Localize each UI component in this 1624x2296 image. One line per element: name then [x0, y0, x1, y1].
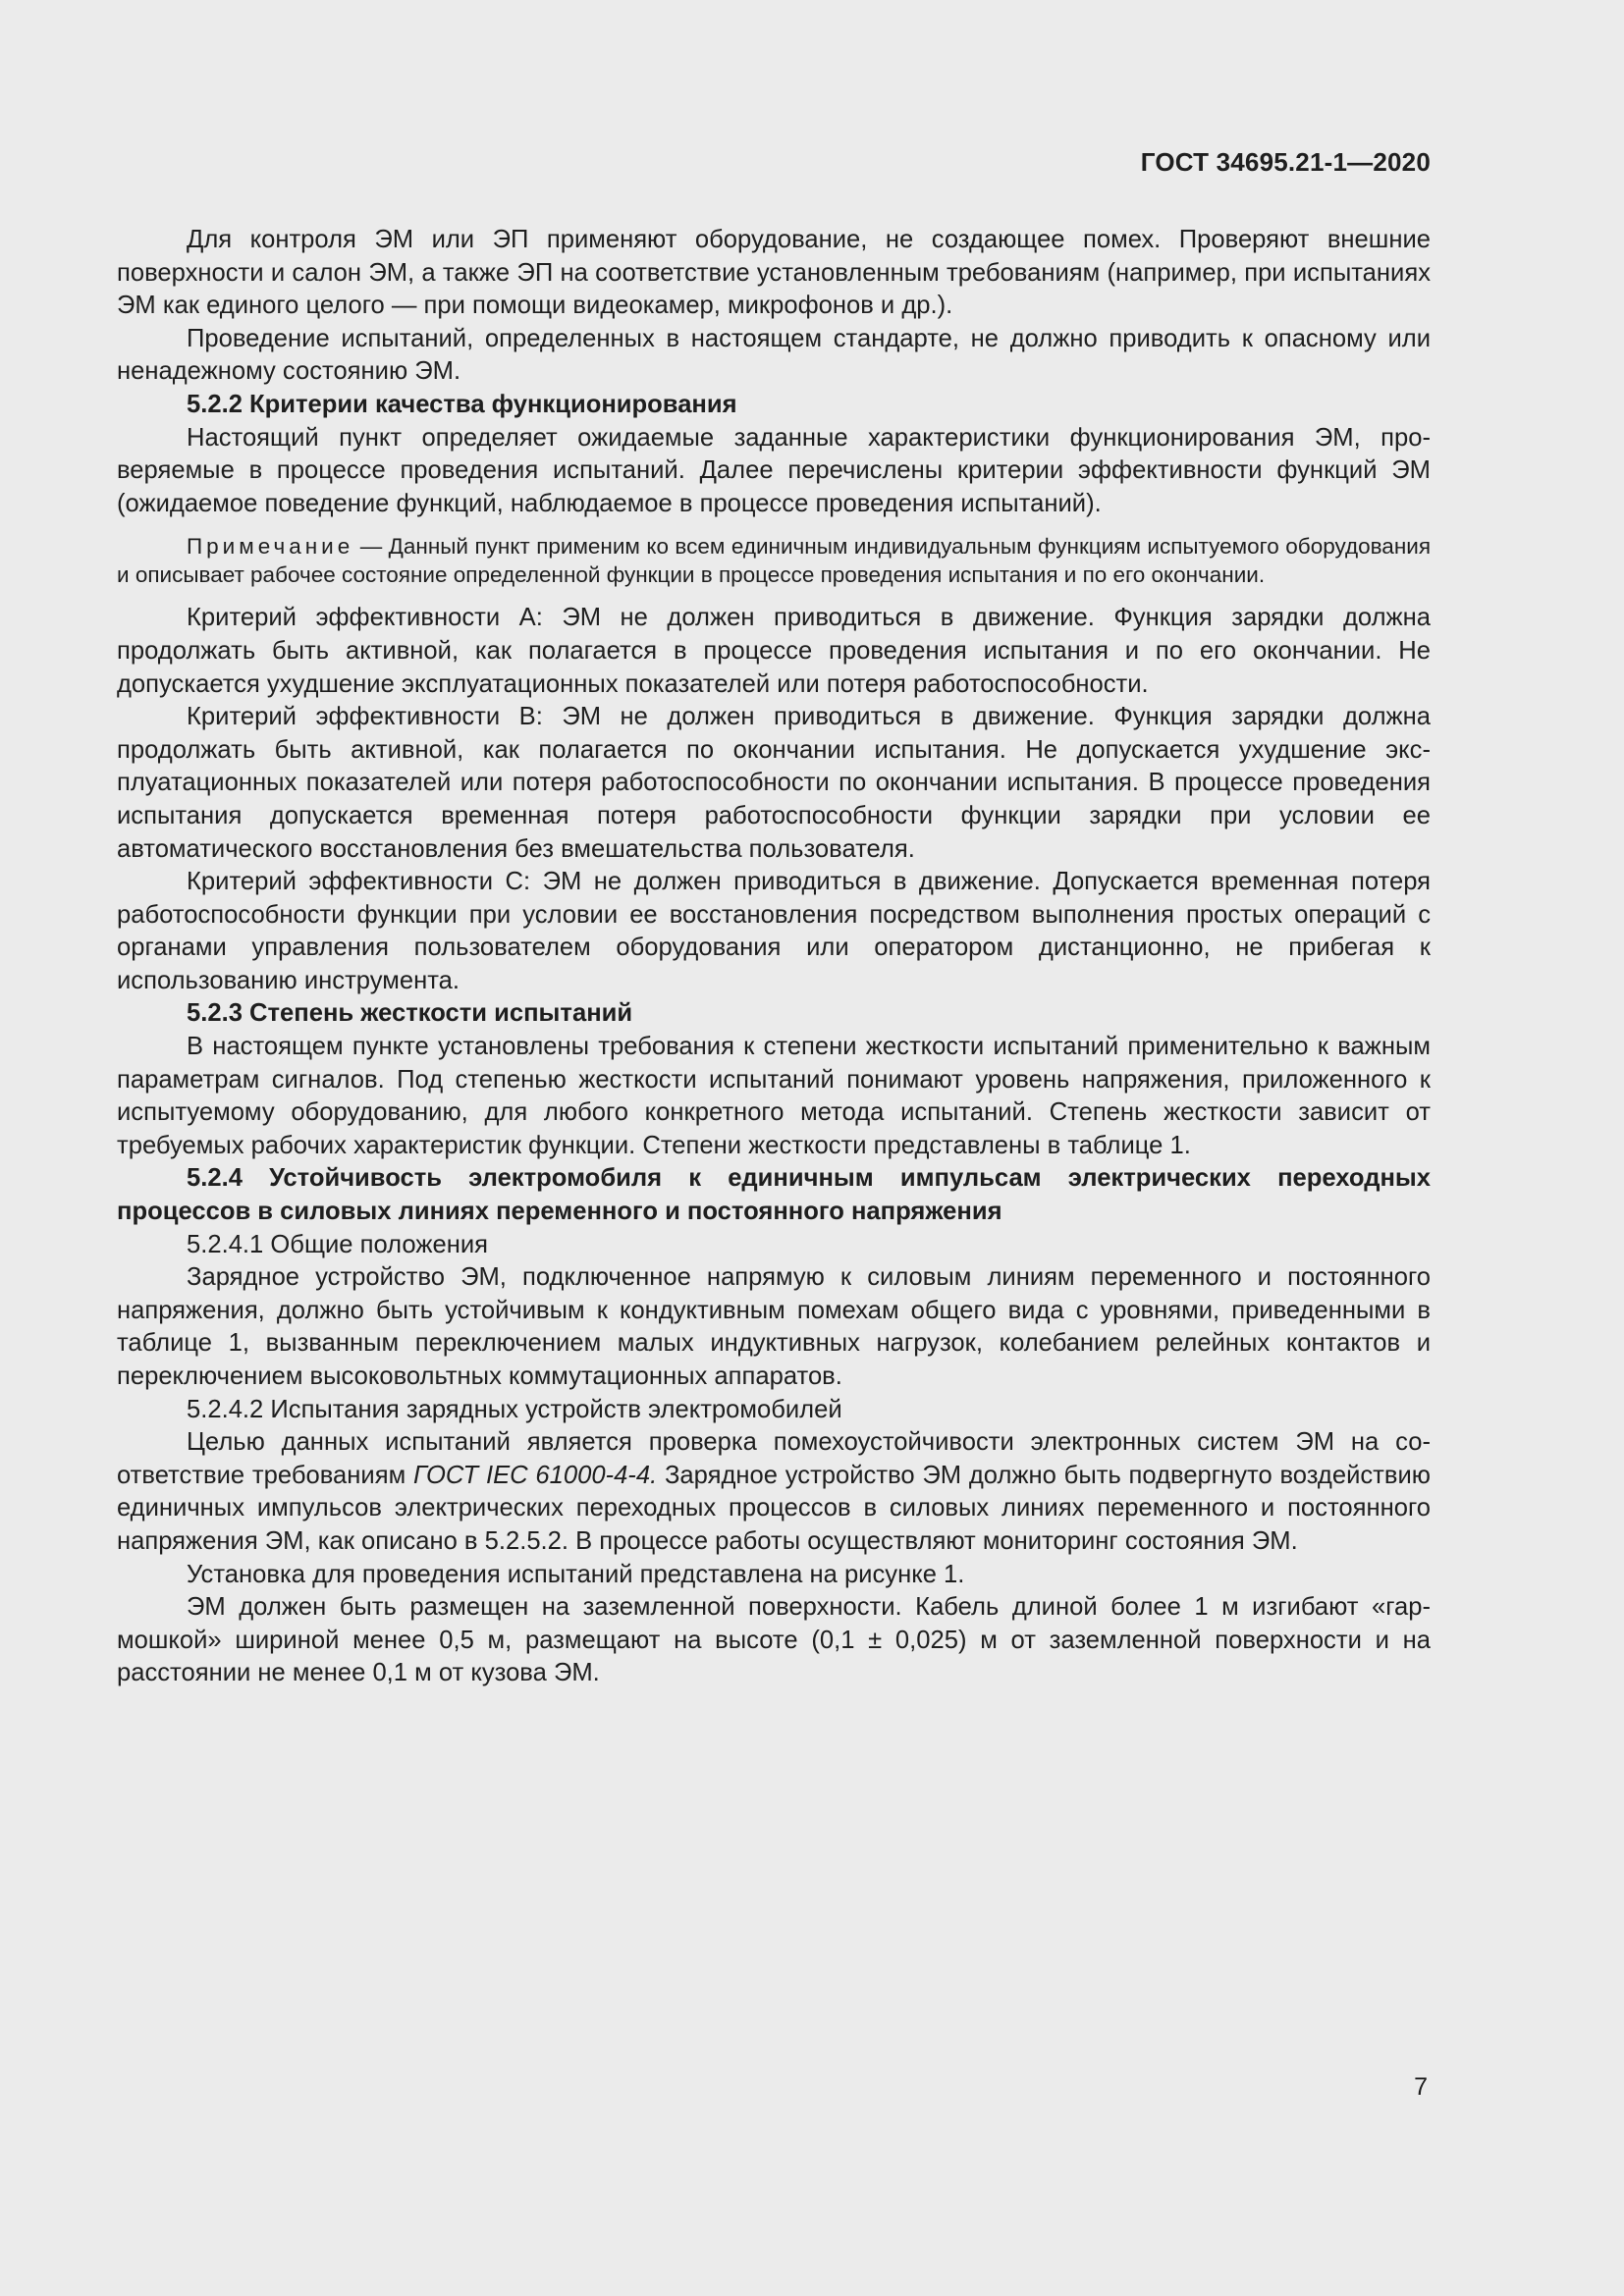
paragraph-control-equipment: Для контроля ЭМ или ЭП применяют оборудование, не создающее помех. Проверяют внешние поверхности и салон ЭМ, а также ЭП на соответствие установленным требованиям (например, при испытаниях ЭМ как единого целого — при помощи видеокамер, микрофонов и др.). [117, 226, 1431, 320]
paragraph-criterion-b: Критерий эффективности В: ЭМ не должен приводиться в движение. Функция зарядки должна продолжать быть активной, как полагается по окончании испытания. Не допускается ухудшение эксплуатационных показателей или потеря работоспособности по окончании испытания. В процессе проведения испытания допускается временная потеря работоспособности функции зарядки при условии ее автоматического восстановления без вмешательства пользователя. [117, 703, 1431, 863]
paragraph-test-setup: Установка для проведения испытаний представлена на рисунке 1. [187, 1560, 965, 1588]
standard-designation: ГОСТ 34695.21-1—2020 [1140, 147, 1431, 177]
paragraph-test-safety: Проведение испытаний, определенных в настоящем стандарте, не должно приводить к опасному или ненадежному состоянию ЭМ. [117, 324, 1431, 386]
heading-5-2-4-2: 5.2.4.2 Испытания зарядных устройств электромобилей [187, 1395, 842, 1423]
note-text: — Данный пункт применим ко всем единичным индивидуальным функциям испытуемого оборудования и описывает рабочее состояние определенной функции в процессе проведения испытания и по его окончании. [117, 534, 1431, 588]
paragraph-charger-tests [117, 1426, 1431, 1558]
page-number: 7 [1414, 2073, 1428, 2101]
heading-5-2-3: 5.2.3 Степень жесткости испытаний [187, 999, 633, 1028]
heading-5-2-2: 5.2.2 Критерии качества функционирования [187, 390, 737, 418]
paragraph-severity: В настоящем пункте установлены требования к степени жесткости испытаний применительно к важным параметрам сигналов. Под степенью жесткости испытаний понимают уровень напряжения, приложенного к испытуемому оборудованию, для любого конкретного метода испытаний. Степень жесткости зависит от требуемых рабочих характеристик функции. Степени жесткости представлены в таблице 1. [117, 1033, 1431, 1159]
paragraph-general-provisions: Зарядное устройство ЭМ, подключенное напрямую к силовым линиям переменного и постоянного напряжения, должно быть устойчивым к кондуктивным помехам общего вида с уровнями, приведенными в таблице 1, вызванным переключением малых индуктивных нагрузок, колебанием релейных контактов и переключением высоковольтных коммутационных аппаратов. [117, 1263, 1431, 1390]
paragraph-criterion-c: Критерий эффективности С: ЭМ не должен приводиться в движение. Допускается временная потеря работоспособности функции при условии ее восстановления посредством выполнения простых операций с органами управления пользователем оборудования или оператором дистанционно, не прибегая к использованию инструмента. [117, 868, 1431, 994]
note-label: Примечание [187, 534, 354, 560]
paragraph-charger-tests-part1: Целью данных испытаний является проверка помехоустойчивости электронных систем ЭМ на соответствие требованиям [117, 1428, 1431, 1489]
paragraph-performance-intro: Настоящий пункт определяет ожидаемые заданные характеристики функционирования ЭМ, проверяемые в процессе проведения испытаний. Далее перечислены критерии эффективности функций ЭМ (ожидаемое поведение функций, наблюдаемое в процессе проведения испытаний). [117, 423, 1431, 517]
document-body [117, 224, 1431, 1690]
standard-reference: ГОСТ IEC 61000-4-4. [412, 1461, 658, 1489]
note [117, 532, 1431, 589]
paragraph-criterion-a: Критерий эффективности А: ЭМ не должен приводиться в движение. Функция зарядки должна продолжать быть активной, как полагается в процессе проведения испытания и по его окончании. Не допускается ухудшение эксплуатационных показателей или потеря работоспособности. [117, 604, 1431, 698]
heading-5-2-4: 5.2.4 Устойчивость электромобиля к единичным импульсам электрических переходных процессов в силовых линиях переменного и постоянного напряжения [117, 1164, 1431, 1226]
heading-5-2-4-1: 5.2.4.1 Общие положения [187, 1230, 488, 1258]
paragraph-cable-placement: ЭМ должен быть размещен на заземленной поверхности. Кабель длиной более 1 м изгибают «гармошкой» шириной менее 0,5 м, размещают на высоте (0,1 ± 0,025) м от заземленной поверхности и на расстоянии не менее 0,1 м от кузова ЭМ. [117, 1593, 1431, 1687]
paragraph-charger-tests-part2: Зарядное устройство ЭМ должно быть подвергнуто воздействию единичных импульсов электрических переходных процессов в силовых линиях переменного и постоянного напряжения ЭМ, как описано в 5.2.5.2. В процессе работы осуществляют мониторинг состояния ЭМ. [117, 1461, 1431, 1555]
